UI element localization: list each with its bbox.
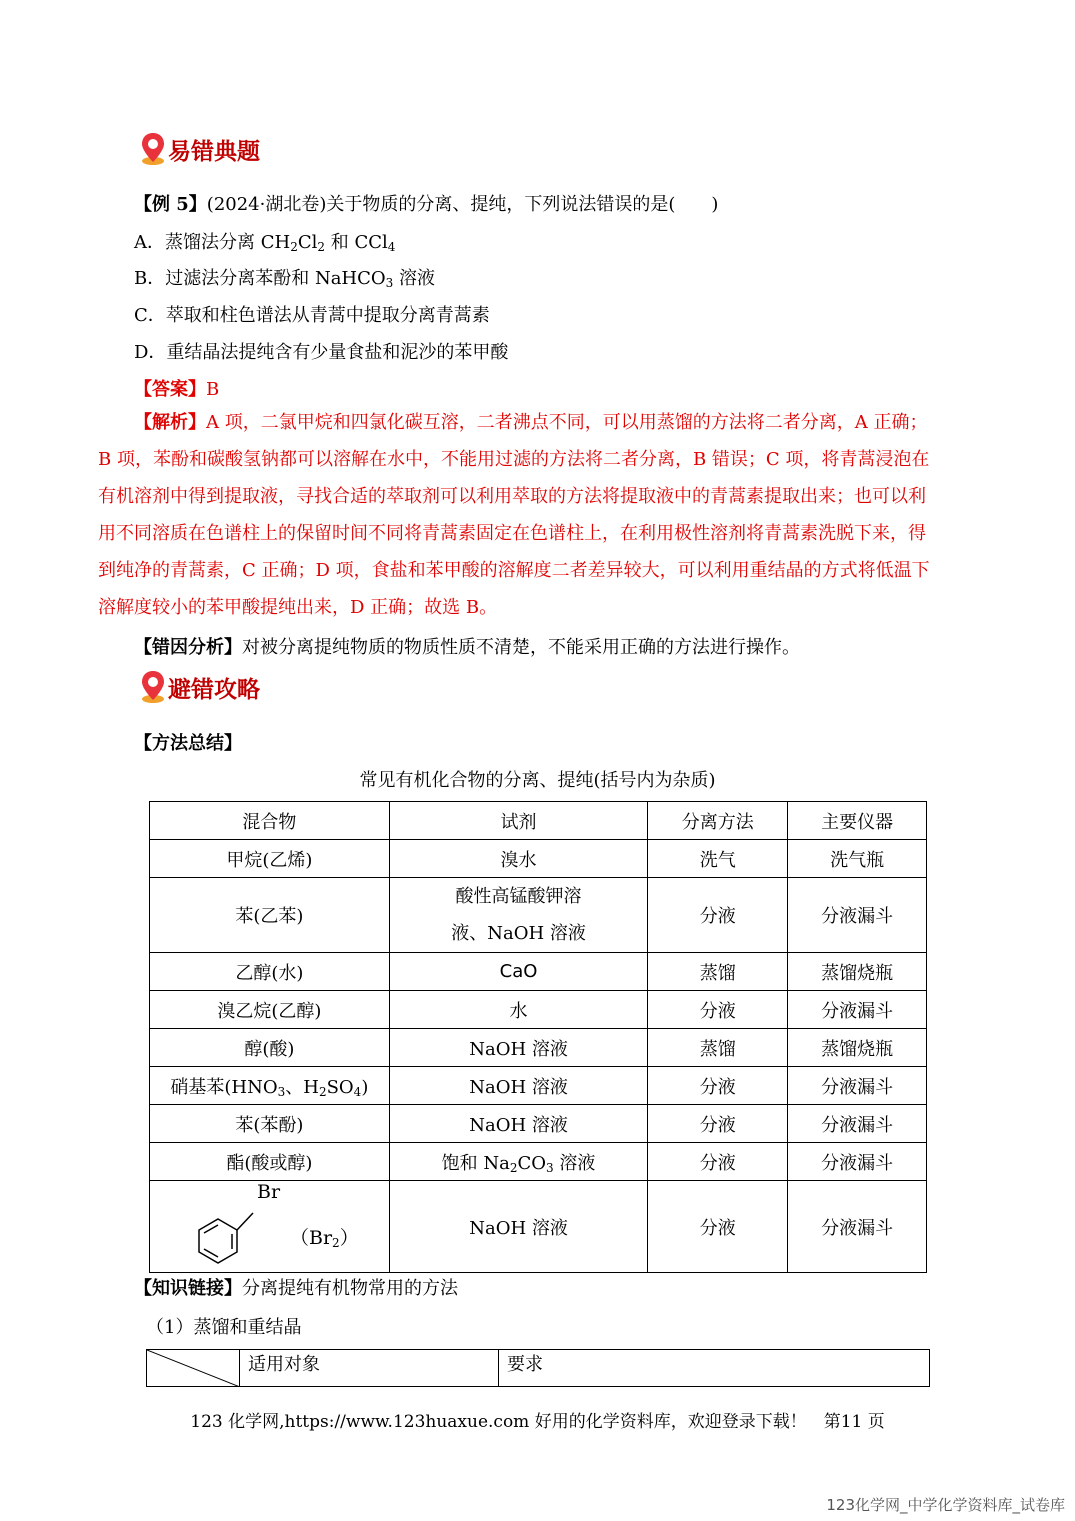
bromobenzene-cell: Br $(Br_2)$: [150, 1181, 390, 1273]
table-row: 甲烷(乙烯) 溴水 洗气 洗气瓶: [150, 840, 927, 878]
table-row: 苯(乙苯) 酸性高锰酸钾溶 液、NaOH 溶液 分液 分液漏斗: [150, 878, 927, 953]
analysis-line-4: 用不同溶质在色谱柱上的保留时间不同将青蒿素固定在色谱柱上，在利用极性溶剂将青蒿素洗脱下来，得: [98, 523, 926, 544]
table-row: Br $(Br_2)$ NaOH 溶液 分液 分液漏斗: [150, 1181, 927, 1273]
header-cell: 分离方法: [648, 802, 788, 840]
example-question: [134, 190, 718, 216]
method-label: 【方法总结】: [134, 733, 242, 754]
header-cell: 要求: [499, 1350, 930, 1387]
watermark: 123化学网_中学化学资料库_试卷库: [826, 1496, 1065, 1514]
analysis-label: 【解析】: [134, 412, 206, 433]
table-row: 酯(酸或醇) 饱和 $Na_2CO_3$ 溶液 分液 分液漏斗: [150, 1143, 927, 1181]
distillation-table: [146, 1349, 930, 1387]
table-row: 硝基苯($HNO_3$、$H_2SO_4$) NaOH 溶液 分液 分液漏斗: [150, 1067, 927, 1105]
header-cell: 试剂: [389, 802, 648, 840]
section-heading-strategy: [140, 670, 260, 704]
table-row: 溴乙烷(乙醇) 水 分液 分液漏斗: [150, 991, 927, 1029]
error-analysis: 【错因分析】对被分离提纯物质的物质性质不清楚，不能采用正确的方法进行操作。: [134, 637, 800, 658]
table-row: 醇(酸) NaOH 溶液 蒸馏 蒸馏烧瓶: [150, 1029, 927, 1067]
location-pin-icon: [140, 670, 166, 704]
subsection-distillation: （1）蒸馏和重结晶: [146, 1317, 302, 1338]
section-title: 易错典题: [168, 138, 260, 165]
diagonal-header-cell: [147, 1350, 240, 1387]
knowledge-link: 【知识链接】分离提纯有机物常用的方法: [134, 1278, 458, 1299]
table-row: 苯(苯酚) NaOH 溶液 分液 分液漏斗: [150, 1105, 927, 1143]
page-footer: 123 化学网,https://www.123huaxue.com 好用的化学资料库，欢迎登录下载！ 第11 页: [190, 1412, 885, 1432]
table-caption: 常见有机化合物的分离、提纯(括号内为杂质): [359, 770, 716, 791]
answer-label: 【答案】: [134, 379, 206, 400]
answer: [134, 375, 219, 401]
section-heading-errors: [140, 132, 260, 166]
header-cell: 混合物: [150, 802, 390, 840]
option-b: B．过滤法分离苯酚和 NaHCO$_3$ 溶液: [134, 268, 436, 290]
section-title: 避错攻略: [168, 676, 260, 703]
knowledge-label: 【知识链接】: [134, 1278, 242, 1299]
analysis-line-6: 溶解度较小的苯甲酸提纯出来，D 正确；故选 B。: [98, 597, 498, 618]
separation-table: [149, 801, 927, 1273]
analysis-line-2: B 项，苯酚和碳酸氢钠都可以溶解在水中，不能用过滤的方法将二者分离，B 错误；C 项，将青蒿浸泡在: [98, 449, 930, 470]
example-label: 【例 5】: [134, 194, 207, 215]
error-label: 【错因分析】: [134, 637, 242, 658]
option-c: C．萃取和柱色谱法从青蒿中提取分离青蒿素: [134, 305, 490, 326]
example-text: (2024·湖北卷)关于物质的分离、提纯，下列说法错误的是( ): [206, 194, 719, 215]
header-cell: 适用对象: [240, 1350, 499, 1387]
table-row: 乙醇(水) CaO 蒸馏 蒸馏烧瓶: [150, 953, 927, 991]
analysis-line-1: 【解析】A 项，二氯甲烷和四氯化碳互溶，二者沸点不同，可以用蒸馏的方法将二者分离，A 正确；: [134, 412, 928, 433]
analysis-line-5: 到纯净的青蒿素，C 正确；D 项，食盐和苯甲酸的溶解度二者差异较大，可以利用重结晶的方式将低温下: [98, 560, 930, 581]
answer-value: B: [206, 379, 220, 400]
location-pin-icon: [140, 132, 166, 166]
option-a: A．蒸馏法分离 $CH_2Cl_2$ 和 CCl$_4$: [134, 232, 396, 254]
header-cell: 主要仪器: [788, 802, 927, 840]
option-d: D．重结晶法提纯含有少量食盐和泥沙的苯甲酸: [134, 342, 509, 363]
table-header-row: [150, 802, 927, 840]
analysis-line-3: 有机溶剂中得到提取液，寻找合适的萃取剂可以利用萃取的方法将提取液中的青蒿素提取出来；也可以利: [98, 486, 926, 507]
